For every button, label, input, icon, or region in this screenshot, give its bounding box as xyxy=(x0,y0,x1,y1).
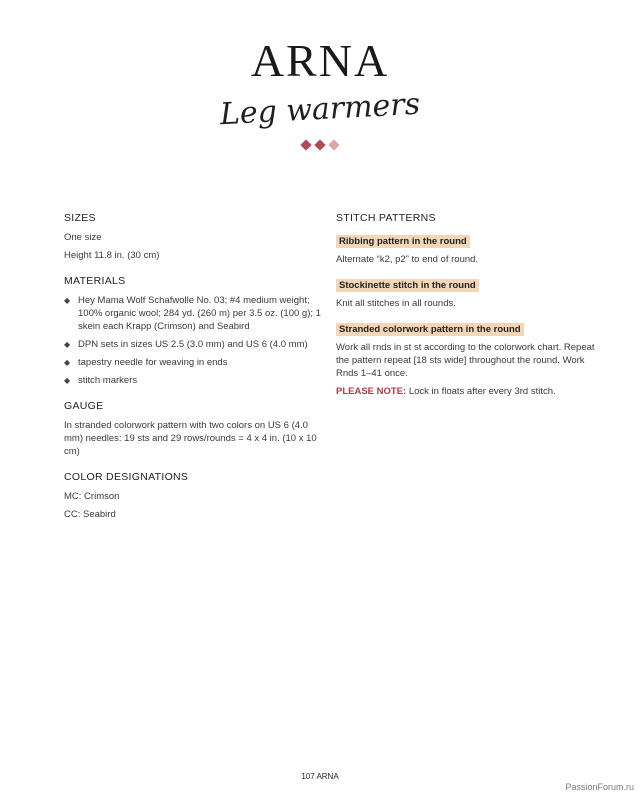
gauge-section xyxy=(64,400,322,458)
pattern-name-highlight: Stockinette stitch in the round xyxy=(336,279,479,292)
diamond-bullet-icon: ◆ xyxy=(64,296,71,305)
sizes-heading: SIZES xyxy=(64,212,96,224)
pattern-instruction: Alternate “k2, p2” to end of round. xyxy=(336,254,479,265)
please-note-label: PLEASE NOTE: xyxy=(336,386,407,397)
color-line: CC: Seabird xyxy=(64,509,116,520)
please-note-text: Lock in floats after every 3rd stitch. xyxy=(406,386,556,397)
stitch-patterns-heading: STITCH PATTERNS xyxy=(336,212,436,224)
material-text: DPN sets in sizes US 2.5 (3.0 mm) and US 6 (4.0 mm) xyxy=(78,339,308,350)
diamond-icon xyxy=(314,139,325,150)
diamond-bullet-icon: ◆ xyxy=(64,376,71,385)
material-text: stitch markers xyxy=(78,375,138,386)
diamond-ornament xyxy=(0,138,640,152)
size-line: Height 11.8 in. (30 cm) xyxy=(64,250,160,261)
list-item xyxy=(64,356,322,369)
material-text: Hey Mama Wolf Schafwolle No. 03; #4 medium weight; 100% organic wool; 284 yd. (260 m) per 3.5 oz. (100 g); 1 skein each Krapp (Crimson) and Seabird xyxy=(78,295,321,332)
size-line: One size xyxy=(64,232,102,243)
diamond-bullet-icon: ◆ xyxy=(64,358,71,367)
sizes-section xyxy=(64,212,322,262)
materials-heading: MATERIALS xyxy=(64,275,126,287)
pattern-name-highlight: Ribbing pattern in the round xyxy=(336,235,470,248)
left-column xyxy=(64,212,322,534)
list-item xyxy=(64,374,322,387)
gauge-heading: GAUGE xyxy=(64,400,104,412)
pattern-title: ARNA xyxy=(250,35,390,86)
pattern-instruction: Knit all stitches in all rounds. xyxy=(336,298,456,309)
pattern-name-highlight: Stranded colorwork pattern in the round xyxy=(336,323,524,336)
pattern-instruction: Work all rnds in st st according to the colorwork chart. Repeat the pattern repeat [18 sts wide] throughout the round. Work Rnds 1–41 once. xyxy=(336,342,595,379)
page-footer: 107 ARNA xyxy=(301,772,339,781)
color-designations-section xyxy=(64,471,322,521)
diamond-icon xyxy=(300,139,311,150)
please-note xyxy=(336,385,596,398)
diamond-icon xyxy=(328,139,339,150)
gauge-text: In stranded colorwork pattern with two colors on US 6 (4.0 mm) needles: 19 sts and 29 rows/rounds = 4 x 4 in. (10 x 10 cm) xyxy=(64,420,317,457)
materials-section xyxy=(64,275,322,387)
list-item xyxy=(64,338,322,351)
color-line: MC: Crimson xyxy=(64,491,120,502)
list-item xyxy=(64,294,322,333)
material-text: tapestry needle for weaving in ends xyxy=(78,357,228,368)
color-designations-heading: COLOR DESIGNATIONS xyxy=(64,471,189,483)
right-column xyxy=(336,212,596,403)
watermark: PassionForum.ru xyxy=(565,782,634,792)
pattern-subtitle: Leg warmers xyxy=(219,86,421,133)
diamond-bullet-icon: ◆ xyxy=(64,340,71,349)
